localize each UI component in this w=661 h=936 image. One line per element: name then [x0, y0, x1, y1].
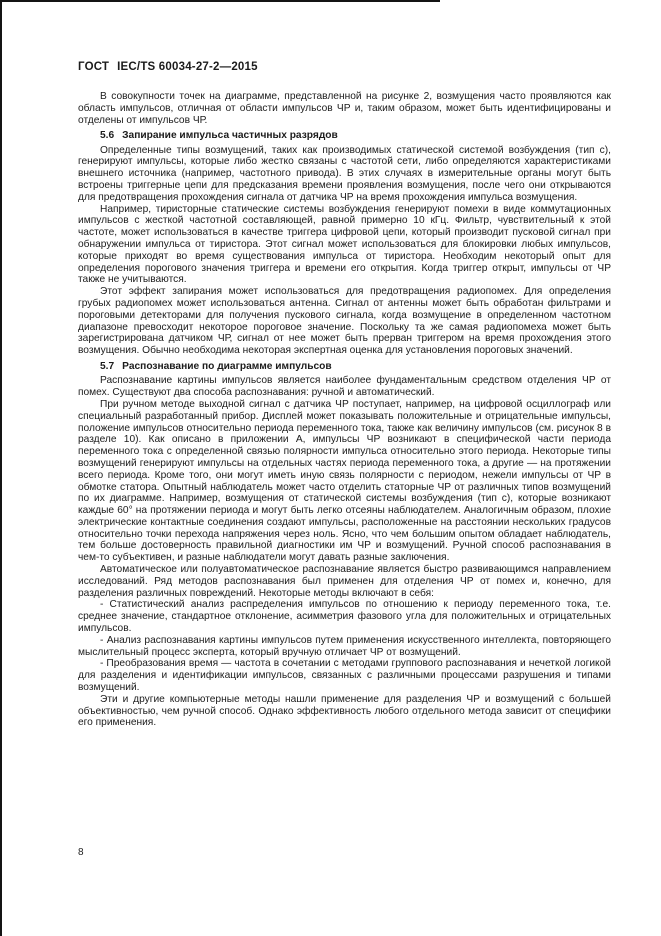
- paragraph-thyristor-example: Например, тиристорные статические системы возбуждения генерируют помехи в виде коммутационных импульсов с жесткой частотной составляющей, равной примерно 10 кГц. Фильтр, чувствительный к этой частоте, может использоваться в качестве триггера цифровой цепи, который производит пусковой сигнал при обнаружении импульса от тиристора. Этот сигнал может использоваться для блокировки любых импульсов, которые приходят во время существования импульса от тиристора. Необходим некоторый опыт для определения порогового значения триггера и времени его открытия. Когда триггер открыт, импульсы от ЧР также не учитываются.: [78, 203, 611, 286]
- section-title-5-7: Распознавание по диаграмме импульсов: [122, 360, 332, 372]
- standard-body-label: ГОСТ: [78, 61, 110, 73]
- standard-designation: IEC/TS 60034-27-2—2015: [117, 61, 258, 73]
- paragraph-conclusion: Эти и другие компьютерные методы нашли применение для разделения ЧР и возмущений с большей объективностью, чем ручной способ. Однако эффективность любого отдельного метода зависит от специфики его применения.: [78, 693, 611, 729]
- section-heading-5-6: [78, 130, 611, 142]
- paragraph-pulse-cluster-intro: В совокупности точек на диаграмме, представленной на рисунке 2, возмущения часто проявляются как область импульсов, отличная от области импульсов ЧР и, таким образом, может быть идентифицированы и отделены от импульсов ЧР.: [78, 91, 611, 126]
- paragraph-recognition-intro: Распознавание картины импульсов является наиболее фундаментальным средством отделения ЧР от помех. Существуют два способа распознавания: ручной и автоматический.: [78, 375, 611, 399]
- paragraph-disturbance-types: Определенные типы возмущений, таких как производимых статической системой возбуждения (тип с), генерируют импульсы, которые либо жестко связаны с частотой сети, либо определяются характеристиками внешнего источника (например, частотного привода). В этих случаях в измерительные органы могут быть встроены триггерные цепи для предсказания времени проявления возмущения, после чего они открываются для предотвращения прохождения сигнала от датчика ЧР на время прохождения импульса возмущения.: [78, 144, 611, 203]
- section-number-5-7: 5.7: [100, 360, 115, 372]
- scan-artifact-top-edge: [0, 0, 440, 2]
- running-header: [78, 61, 258, 73]
- paragraph-manual-method: При ручном методе выходной сигнал с датчика ЧР поступает, например, на цифровой осциллограф или специальный разработанный прибор. Дисплей может показывать положительные и отрицательные импульсы, положение импульсов относительно периода переменного тока, также как величину импульсов (см. рисунок 8 в разделе 10). Как описано в приложении А, импульсы ЧР возникают в специфической части периода переменного тока с определенной связью полярности импульса относительно этого периода. Некоторые типы возмущений генерируют импульсы на отдельных частях периода переменного тока, а другие — на протяжении всего периода. Кроме того, они могут иметь иную связь полярности с периодом, нежели импульсы от ЧР в обмотке статора. Опытный наблюдатель может часто отделить статорные ЧР от различных типов возмущений по их диаграмме. Например, возмущения от статической системы возбуждения (тип с), которые возникают каждые 60° на протяжении периода и могут быть легко отсеяны наблюдателем. Аналогичным образом, плохие электрические контактные соединения создают импульсы, расположенные на расстоянии нескольких градусов относительно точки перехода напряжения через ноль. Ясно, что чем большим опытом обладает наблюдатель, тем больше достоверность правильной диагностики им ЧР и возмущений. Ручной способ распознавания в чем-то субъективен, и разные наблюдатели могут давать разные заключения.: [78, 398, 611, 564]
- list-item-time-frequency-transform: - Преобразования время — частота в сочетании с методами группового распознавания и нечеткой логикой для разделения и идентификации импульсов, связанных с различными процессами разрушения и типами возмущений.: [78, 658, 611, 694]
- paragraph-gating-effect: Этот эффект запирания может использоваться для предотвращения радиопомех. Для определения грубых радиопомех может использоваться антенна. Сигнал от антенны может быть обработан фильтрами и пороговыми детекторами для получения пускового сигнала, когда возмущение в определенном частотном диапазоне превосходит некоторое пороговое значение. Поскольку та же самая радиопомеха может быть зарегистрирована датчиком ЧР, сигнал от нее может быть прерван триггером на время прохождения этого возмущения. Обычно необходима некоторая экспертная оценка для установления пороговых значений.: [78, 286, 611, 357]
- section-heading-5-7: [78, 361, 611, 373]
- list-item-statistical-analysis: - Статистический анализ распределения импульсов по отношению к периоду переменного тока, т.е. среднее значение, стандартное отклонение, асимметрия фазового угла для положительных и отрицательных импульсов.: [78, 599, 611, 635]
- section-number-5-6: 5.6: [100, 129, 115, 141]
- scan-artifact-left-edge: [0, 0, 2, 936]
- document-body: [78, 91, 611, 729]
- list-item-ai-pattern-analysis: - Анализ распознавания картины импульсов путем применения искусственного интеллекта, повторяющего мыслительный процесс эксперта, который вручную отличает ЧР от возмущений.: [78, 634, 611, 658]
- paragraph-automatic-method: Автоматическое или полуавтоматическое распознавание является быстро развивающимся направлением исследований. Ряд методов распознавания был применен для отделения ЧР от помех и, конечно, для разделения различных повреждений. Некоторые методы включают в себя:: [78, 564, 611, 599]
- section-title-5-6: Запирание импульса частичных разрядов: [122, 129, 338, 141]
- page-number: 8: [78, 847, 84, 858]
